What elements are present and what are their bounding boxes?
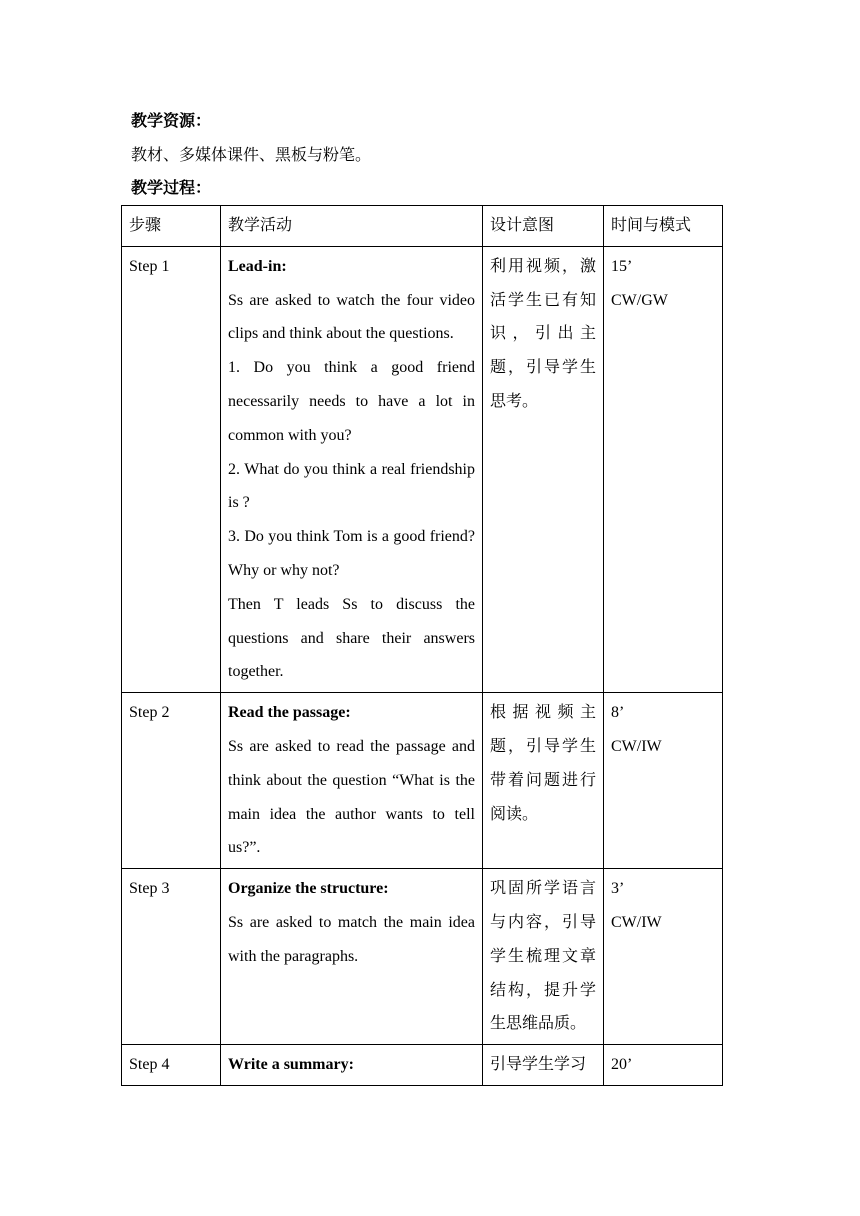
- activity-title: Write a summary:: [228, 1056, 354, 1074]
- intent-cell: 利用视频，激活学生已有知识，引出主题，引导学生思考。: [483, 246, 604, 692]
- time-mode-cell: [604, 1045, 723, 1086]
- resources-text: 教材、多媒体课件、黑板与粉笔。: [131, 147, 372, 164]
- time-mode-cell: [604, 246, 723, 692]
- intent-cell: 巩固所学语言与内容，引导学生梳理文章结构，提升学生思维品质。: [483, 869, 604, 1045]
- activity-line: Ss are asked to read the passage and think about the question “What is the main idea the author wants to tell us?”.: [228, 737, 475, 857]
- time-value: 15’: [611, 257, 633, 275]
- activity-cell: [221, 246, 483, 692]
- table-header-row: [122, 206, 723, 247]
- resources-heading: 教学资源：: [131, 113, 212, 130]
- time-value: 20’: [611, 1056, 633, 1074]
- header-activity: 教学活动: [221, 206, 483, 247]
- mode-value: CW/IW: [611, 737, 662, 755]
- table-row: [122, 693, 723, 869]
- activity-title: Read the passage:: [228, 704, 351, 722]
- activity-cell: [221, 1045, 483, 1086]
- activity-line: Ss are asked to match the main idea with the paragraphs.: [228, 913, 475, 965]
- activity-line: Then T leads Ss to discuss the questions and share their answers together.: [228, 595, 475, 681]
- time-value: 3’: [611, 880, 625, 898]
- table-row: [122, 1045, 723, 1086]
- intent-cell: 引导学生学习: [483, 1045, 604, 1086]
- time-value: 8’: [611, 704, 625, 722]
- header-step: 步骤: [122, 206, 221, 247]
- process-heading: 教学过程：: [131, 180, 212, 197]
- step-cell: Step 4: [122, 1045, 221, 1086]
- header-time-mode: 时间与模式: [604, 206, 723, 247]
- teaching-process-table: [121, 205, 723, 1086]
- mode-value: CW/GW: [611, 291, 668, 309]
- step-cell: Step 2: [122, 693, 221, 869]
- header-intent: 设计意图: [483, 206, 604, 247]
- activity-cell: [221, 869, 483, 1045]
- mode-value: CW/IW: [611, 913, 662, 931]
- activity-title: Organize the structure:: [228, 880, 389, 898]
- activity-cell: [221, 693, 483, 869]
- activity-line: 1. Do you think a good friend necessarily needs to have a lot in common with you?: [228, 359, 475, 444]
- activity-line: 2. What do you think a real friendship is ?: [228, 460, 475, 512]
- activity-line: 3. Do you think Tom is a good friend? Why or why not?: [228, 528, 475, 579]
- table-row: [122, 869, 723, 1045]
- intent-cell: 根据视频主题，引导学生带着问题进行阅读。: [483, 693, 604, 869]
- step-cell: Step 3: [122, 869, 221, 1045]
- time-mode-cell: [604, 869, 723, 1045]
- table-row: [122, 246, 723, 692]
- activity-title: Lead-in:: [228, 257, 287, 275]
- time-mode-cell: [604, 693, 723, 869]
- step-cell: Step 1: [122, 246, 221, 692]
- activity-line: Ss are asked to watch the four video clips and think about the questions.: [228, 291, 475, 343]
